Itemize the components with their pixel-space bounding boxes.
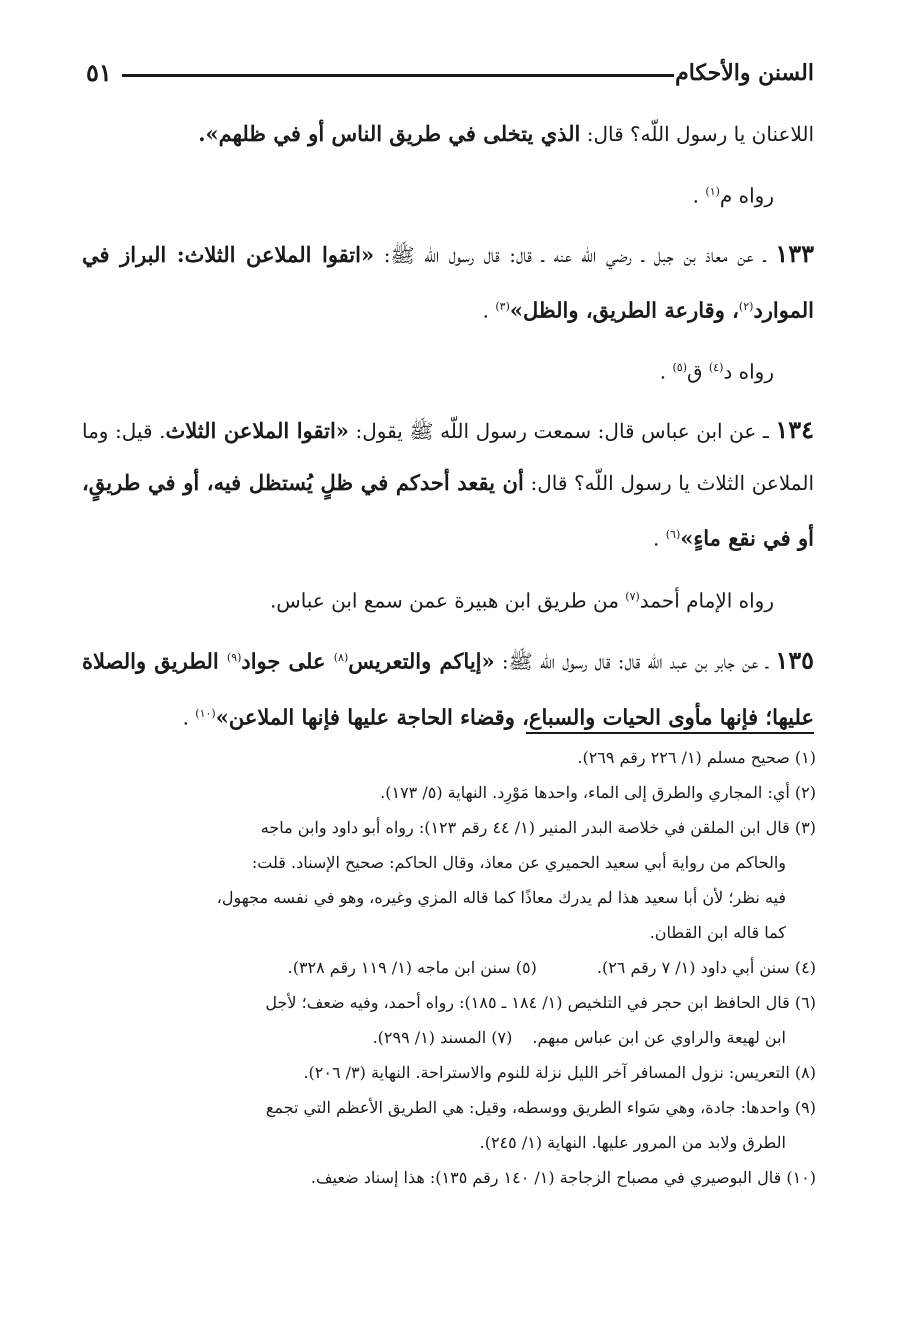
footnote-2: (٢) أي: المجاري والطرق إلى الماء، واحدها مَوْرِد. النهاية (٥/ ١٧٣). <box>380 783 816 802</box>
footnote-ref[interactable]: (٢) <box>738 299 754 313</box>
footnote-ref[interactable]: (١) <box>705 185 720 198</box>
footnote-4-5 <box>76 950 816 985</box>
footnote-3-cont: والحاكم من رواية أبي سعيد الحميري عن معاذ، وقال الحاكم: صحيح الإسناد. قلت: <box>251 853 786 872</box>
hadith-133: ١٣٣ ـ عن معاذ بن جبل ـ رضي اللّه عنه ـ قال: قال رسول اللّه ﷺ: «اتقوا الملاعن الثلاث: البراز في الموارد$^{(٢)}$، وقارعة الطريق، والظل»$^{(٣)}$ . <box>82 238 814 323</box>
running-title: السنن والأحكام <box>675 60 814 86</box>
prophet-quote: «اتقوا الملاعن الثلاث: البراز في الموارد <box>82 241 814 323</box>
footnote-8: (٨) التعريس: نزول المسافر آخر الليل نزلة للنوم والاستراحة. النهاية (٣/ ٢٠٦). <box>303 1063 816 1082</box>
main-text <box>82 108 814 750</box>
footnote-6-cont: ابن لهيعة والراوي عن ابن عباس مبهم. <box>532 1028 786 1047</box>
prophet-quote: الطريق والصلاة عليها؛ فإنها مأوى الحيات والسباع، وقضاء الحاجة عليها فإنها الملاعن» <box>82 648 814 730</box>
hadith-132-continuation: اللاعنان يا رسول اللّه؟ قال: الذي يتخلى في طريق الناس أو في ظلهم». <box>198 121 814 146</box>
prophet-quote: أن يقعد أحدكم في ظلٍ يُستظل فيه، أو في طريقٍ، أو في نقع ماءٍ» <box>82 469 814 551</box>
footnote-ref[interactable]: (٨) <box>333 651 349 665</box>
hadith-134: ١٣٤ ـ عن ابن عباس قال: سمعت رسول اللّه ﷺ يقول: «اتقوا الملاعن الثلاث. قيل: وما الملاعن الثلاث يا رسول اللّه؟ قال: أن يقعد أحدكم في ظلٍ يُستظل فيه، أو في طريقٍ، أو في نقع ماءٍ»$^{(٦)}$ . <box>82 414 815 551</box>
footnote-6: (٦) قال الحافظ ابن حجر في التلخيص (١/ ١٨٤ ـ ١٨٥): رواه أحمد، وفيه ضعف؛ لأجل <box>265 993 816 1012</box>
hadith-number: ١٣٤ <box>775 414 814 444</box>
footnote-ref[interactable]: (٩) <box>226 651 242 665</box>
footnote-6-7 <box>76 1020 816 1055</box>
footnote-ref[interactable]: (٦) <box>665 527 681 541</box>
prophet-quote: «إياكم والتعريس <box>348 648 495 674</box>
footnote-7: (٧) المسند (١/ ٢٩٩). <box>372 1028 513 1047</box>
footnote-3-cont: فيه نظر؛ لأن أبا سعيد هذا لم يدرك معاذًا كما قاله المزي وغيره، وهو في نفسه مجهول، <box>216 888 786 907</box>
footnote-ref[interactable]: (٤) <box>708 361 724 375</box>
prophet-quote: «اتقوا الملاعن الثلاث <box>165 417 349 443</box>
footnote-ref[interactable]: (٧) <box>625 589 640 603</box>
hadith-number: ١٣٣ <box>775 238 814 268</box>
footnote-9-cont: الطرق ولابد من المرور عليها. النهاية (١/ ٢٤٥). <box>479 1133 786 1152</box>
footnote-9: (٩) واحدها: جادة، وهي سَواء الطريق ووسطه، وقيل: هي الطريق الأعظم التي تجمع <box>265 1098 816 1117</box>
footnote-5: (٥) سنن ابن ماجه (١/ ١١٩ رقم ٣٢٨). <box>287 958 537 977</box>
footnote-3-cont: كما قاله ابن القطان. <box>649 923 786 942</box>
footnote-ref[interactable]: (٣) <box>495 299 510 313</box>
footnote-ref[interactable]: (١٠) <box>195 706 216 720</box>
prophet-quote: الذي يتخلى في طريق الناس أو في ظلهم». <box>198 121 581 146</box>
page-header <box>86 58 814 92</box>
prophet-quote: ، وقارعة الطريق، والظل» <box>509 297 739 323</box>
prophet-quote: على جواد <box>241 648 334 674</box>
footnote-4: (٤) سنن أبي داود (١/ ٧ رقم ٢٦). <box>596 958 816 977</box>
hadith-number: ١٣٥ <box>775 645 815 675</box>
hadith-133-source: رواه د$^{(٤)}$ ق$^{(٥)}$ . <box>659 359 774 384</box>
footnotes <box>76 740 816 1195</box>
hadith-132-source: رواه م$^{(١)}$ . <box>692 183 774 208</box>
hadith-134-source: رواه الإمام أحمد$^{(٧)}$ من طريق ابن هبيرة عمن سمع ابن عباس. <box>269 588 774 613</box>
footnote-1: (١) صحيح مسلم (١/ ٢٢٦ رقم ٢٦٩). <box>577 748 816 767</box>
footnote-10: (١٠) قال البوصيري في مصباح الزجاجة (١/ ١٤٠ رقم ١٣٥): هذا إسناد ضعيف. <box>310 1168 816 1187</box>
footnote-separator <box>526 732 814 734</box>
footnote-3: (٣) قال ابن الملقن في خلاصة البدر المنير (١/ ٤٤ رقم ١٢٣): رواه أبو داود وابن ماجه <box>260 818 816 837</box>
hadith-135: ١٣٥ ـ عن جابر بن عبد اللّه قال: قال رسول اللّه ﷺ: «إياكم والتعريس$^{(٨)}$ على جواد$^{(٩)}$ الطريق والصلاة عليها؛ فإنها مأوى الحيات والسباع، وقضاء الحاجة عليها فإنها الملاعن»$^{(١٠)}$ . <box>82 645 815 730</box>
header-rule <box>122 74 674 77</box>
page-number: ٥١ <box>86 58 112 87</box>
footnote-ref[interactable]: (٥) <box>672 361 687 375</box>
